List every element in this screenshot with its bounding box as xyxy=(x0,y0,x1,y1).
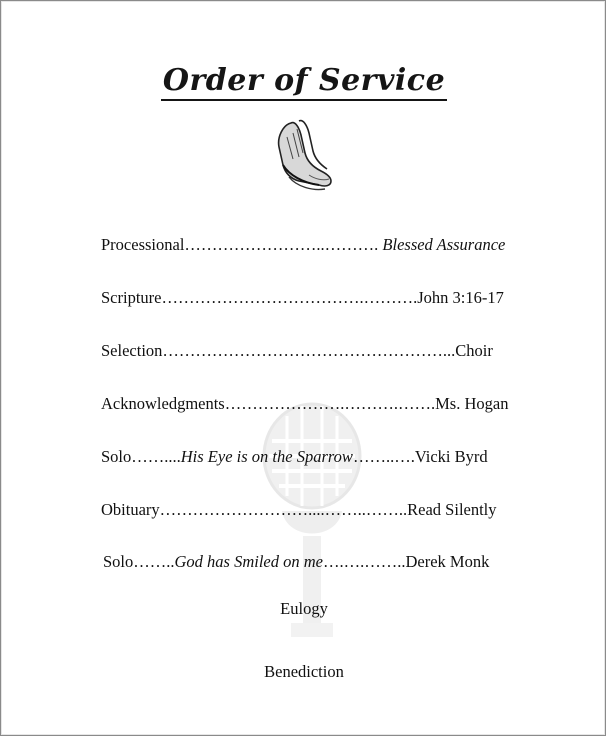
service-item-solo-smiled: Solo……..God has Smiled on me….….……..Derek Monk xyxy=(103,552,490,571)
service-item-benediction: Benediction xyxy=(264,662,344,681)
service-item-processional: Processional……………………..………. Blessed Assurance xyxy=(101,235,506,254)
microphone-watermark-icon xyxy=(247,401,377,661)
service-item-obituary: Obituary………………………....……..……..Read Silently xyxy=(101,500,497,519)
service-item-solo-sparrow: Solo……....His Eye is on the Sparrow……..….Vicki Byrd xyxy=(101,447,488,466)
praying-hands-icon xyxy=(269,117,339,193)
service-item-scripture: Scripture……………………………….……….John 3:16-17 xyxy=(101,288,504,307)
service-item-eulogy: Eulogy xyxy=(280,599,328,618)
page-title: Order of Service xyxy=(1,63,606,98)
service-item-selection: Selection……………………………………………...Choir xyxy=(101,341,493,360)
service-item-acknowledgments: Acknowledgments………………….……….…….Ms. Hogan xyxy=(101,394,509,413)
